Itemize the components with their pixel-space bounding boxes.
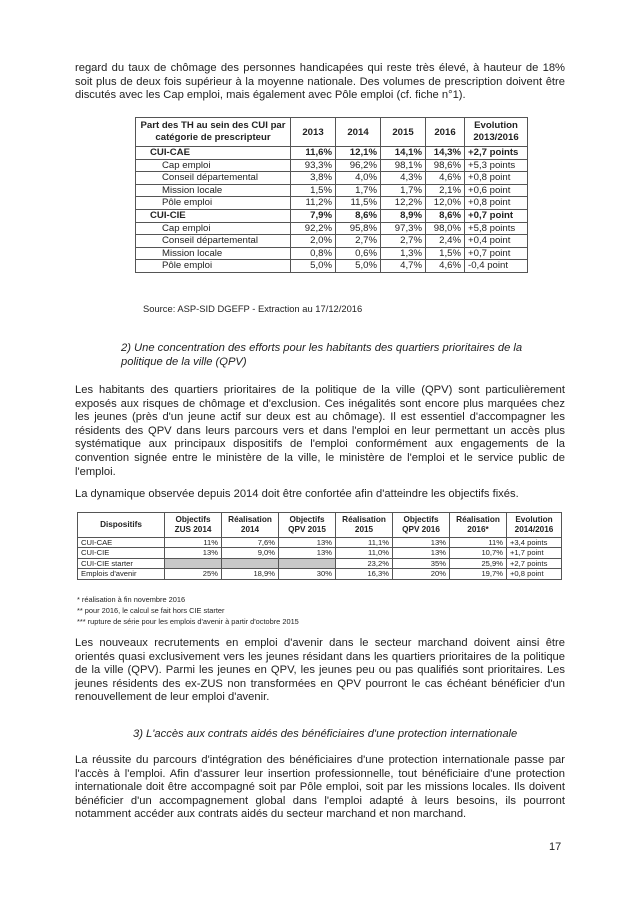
- table-cell: 98,0%: [426, 222, 465, 235]
- table-row: [78, 538, 562, 548]
- table-row: [136, 247, 528, 260]
- table-header-cell: Réalisation 2015: [336, 513, 393, 538]
- section2-heading: 2) Une concentration des efforts pour les habitants des quartiers prioritaires de la politique de la ville (QPV): [121, 342, 523, 368]
- table-cell: 13%: [165, 548, 222, 558]
- table-row: [136, 222, 528, 235]
- table-cell: 8,6%: [426, 209, 465, 222]
- table-cell: 18,9%: [222, 569, 279, 579]
- table-cell: +1,7 point: [507, 548, 562, 558]
- table-row: [78, 569, 562, 579]
- table-cell: 30%: [279, 569, 336, 579]
- table-cell: 9,0%: [222, 548, 279, 558]
- table-header-cell: Evolution 2014/2016: [507, 513, 562, 538]
- table-row: [136, 147, 528, 160]
- table-cell: 1,7%: [381, 184, 426, 197]
- table-cell: +5,8 points: [465, 222, 528, 235]
- table-cell: +0,8 point: [465, 197, 528, 210]
- table-cell: 2,7%: [381, 235, 426, 248]
- table-cell: 13%: [279, 548, 336, 558]
- table-header-cell: 2016: [426, 118, 465, 147]
- table-cell: 12,0%: [426, 197, 465, 210]
- table-cell: 3,8%: [291, 172, 336, 185]
- table-cell: CUI-CIE: [78, 548, 165, 558]
- table-cell: 2,0%: [291, 235, 336, 248]
- table-row: [136, 159, 528, 172]
- table-cell: +3,4 points: [507, 538, 562, 548]
- table-header-cell: Objectifs ZUS 2014: [165, 513, 222, 538]
- table-cell: 96,2%: [336, 159, 381, 172]
- table-cell: Mission locale: [136, 184, 291, 197]
- table-cell: 98,1%: [381, 159, 426, 172]
- table-cell: 0,6%: [336, 247, 381, 260]
- table-cell: 11%: [450, 538, 507, 548]
- table-row: [136, 260, 528, 273]
- table-header-cell: Objectifs QPV 2015: [279, 513, 336, 538]
- table-cell: Emplois d'avenir: [78, 569, 165, 579]
- table-cell: +0,6 point: [465, 184, 528, 197]
- table-cell: +0,8 point: [507, 569, 562, 579]
- table-row: [136, 209, 528, 222]
- table-cell: 4,6%: [426, 172, 465, 185]
- table-row: [78, 548, 562, 558]
- table-cell: 0,8%: [291, 247, 336, 260]
- table-cell: 98,6%: [426, 159, 465, 172]
- qpv-objectives-table: [77, 512, 562, 580]
- table-cell: CUI-CAE: [78, 538, 165, 548]
- table-cell: 4,0%: [336, 172, 381, 185]
- table-cell: 97,3%: [381, 222, 426, 235]
- section2-paragraph-2: La dynamique observée depuis 2014 doit être confortée afin d'atteindre les objectifs fixés.: [75, 488, 519, 500]
- table-body: [136, 147, 528, 273]
- table-header-row: [78, 513, 562, 538]
- table-footnote: *** rupture de série pour les emplois d'avenir à partir d'octobre 2015: [77, 617, 299, 626]
- table-cell: [222, 558, 279, 568]
- table-cell: 11%: [165, 538, 222, 548]
- table-cell: CUI-CIE starter: [78, 558, 165, 568]
- table-cell: 2,1%: [426, 184, 465, 197]
- table-header-cell: 2013: [291, 118, 336, 147]
- table-cell: 7,6%: [222, 538, 279, 548]
- table-cell: +0,4 point: [465, 235, 528, 248]
- table-cell: 11,1%: [336, 538, 393, 548]
- table-cell: 25,9%: [450, 558, 507, 568]
- table-cell: 16,3%: [336, 569, 393, 579]
- table-cell: 10,7%: [450, 548, 507, 558]
- table-cell: 4,3%: [381, 172, 426, 185]
- table-cell: 20%: [393, 569, 450, 579]
- table-cell: Conseil départemental: [136, 172, 291, 185]
- section3-heading: 3) L'accès aux contrats aidés des bénéficiaires d'une protection internationale: [133, 728, 518, 740]
- intro-paragraph: regard du taux de chômage des personnes handicapées qui reste très élevé, à hauteur de 18% soit plus de deux fois supérieur à la moyenne nationale. Des volumes de prescription doivent être discutés avec les Cap emploi, mais également avec Pôle emploi (cf. fiche n°1).: [75, 62, 565, 102]
- table-row: [136, 172, 528, 185]
- table-header-cell: Objectifs QPV 2016: [393, 513, 450, 538]
- table-footnote: * réalisation à fin novembre 2016: [77, 595, 186, 604]
- table-cell: Cap emploi: [136, 222, 291, 235]
- table-cell: -0,4 point: [465, 260, 528, 273]
- table-cell: 13%: [279, 538, 336, 548]
- table-cell: 95,8%: [336, 222, 381, 235]
- table-cell: +5,3 points: [465, 159, 528, 172]
- table-cell: Pôle emploi: [136, 260, 291, 273]
- table-cell: Conseil départemental: [136, 235, 291, 248]
- table-cell: 19,7%: [450, 569, 507, 579]
- section2-paragraph-3: Les nouveaux recrutements en emploi d'avenir dans le secteur marchand doivent ainsi être orientés quasi exclusivement vers les jeunes résidant dans les quartiers prioritaires de la politique de la ville (QPV). Parmi les jeunes en QPV, les jeunes peu ou pas qualifiés sont prioritaires. Les jeunes résidents des ex-ZUS non transformées en QPV pourront le cas échéant bénéficier d'un renouvellement de leur emploi d'avenir.: [75, 637, 565, 704]
- table-footnote: ** pour 2016, le calcul se fait hors CIE starter: [77, 606, 225, 615]
- table-cell: Mission locale: [136, 247, 291, 260]
- table-header-cell: Part des TH au sein des CUI par catégorie de prescripteur: [136, 118, 291, 147]
- page-number: 17: [549, 841, 562, 853]
- table-cell: 2,7%: [336, 235, 381, 248]
- table-cell: 25%: [165, 569, 222, 579]
- table-cell: 5,0%: [336, 260, 381, 273]
- table-cell: 1,5%: [291, 184, 336, 197]
- table-cell: 93,3%: [291, 159, 336, 172]
- section3-paragraph: La réussite du parcours d'intégration des bénéficiaires d'une protection internationale passe par l'accès à l'emploi. Afin d'assurer leur insertion professionnelle, tout bénéficiaire d'une protection internationale doit être accompagné soit par Pôle emploi, soit par les missions locales. Ils doivent bénéficier d'un accompagnement global dans l'emploi adapté à leurs besoins, ils pourront notamment accéder aux contrats aidés du secteur marchand et non marchand.: [75, 754, 565, 821]
- table-cell: 11,5%: [336, 197, 381, 210]
- table-cell: 13%: [393, 538, 450, 548]
- table-cell: 14,3%: [426, 147, 465, 160]
- th-share-table: [135, 117, 528, 273]
- table-body: [78, 538, 562, 580]
- table-header-cell: 2014: [336, 118, 381, 147]
- table-cell: 11,2%: [291, 197, 336, 210]
- table-row: [136, 197, 528, 210]
- table-cell: 4,6%: [426, 260, 465, 273]
- table-cell: CUI-CAE: [136, 147, 291, 160]
- table-cell: 4,7%: [381, 260, 426, 273]
- table-cell: 1,3%: [381, 247, 426, 260]
- table-cell: 12,2%: [381, 197, 426, 210]
- table-row: [78, 558, 562, 568]
- table-header-row: [136, 118, 528, 147]
- table-source: Source: ASP-SID DGEFP - Extraction au 17/12/2016: [143, 303, 363, 314]
- table-cell: 14,1%: [381, 147, 426, 160]
- table-header-cell: Evolution 2013/2016: [465, 118, 528, 147]
- table-cell: 11,0%: [336, 548, 393, 558]
- table-cell: +0,7 point: [465, 209, 528, 222]
- table-cell: Cap emploi: [136, 159, 291, 172]
- table-cell: +2,7 points: [465, 147, 528, 160]
- table-cell: CUI-CIE: [136, 209, 291, 222]
- table-cell: 1,5%: [426, 247, 465, 260]
- table-cell: Pôle emploi: [136, 197, 291, 210]
- table-cell: +0,7 point: [465, 247, 528, 260]
- table-cell: 8,6%: [336, 209, 381, 222]
- table-cell: 7,9%: [291, 209, 336, 222]
- table-cell: +0,8 point: [465, 172, 528, 185]
- table-cell: +2,7 points: [507, 558, 562, 568]
- table-header-cell: Dispositifs: [78, 513, 165, 538]
- table-cell: 11,6%: [291, 147, 336, 160]
- table-row: [136, 235, 528, 248]
- table-cell: 8,9%: [381, 209, 426, 222]
- table-cell: 13%: [393, 548, 450, 558]
- table-row: [136, 184, 528, 197]
- table-cell: [165, 558, 222, 568]
- table-cell: 1,7%: [336, 184, 381, 197]
- table-cell: [279, 558, 336, 568]
- table-cell: 23,2%: [336, 558, 393, 568]
- table-cell: 92,2%: [291, 222, 336, 235]
- table-header-cell: Réalisation 2014: [222, 513, 279, 538]
- section2-paragraph-1: Les habitants des quartiers prioritaires de la politique de la ville (QPV) sont particulièrement exposés aux risques de chômage et d'exclusion. Ces inégalités sont encore plus marquées chez les jeunes (près d'un jeune actif sur deux est au chômage). Il est essentiel d'accompagner les résidents des QPV dans leurs parcours vers et dans l'emploi en leur permettant un accès plus systématique aux principaux dispositifs de l'emploi conformément aux engagements de la convention signée entre le ministère de la ville, le ministère de l'emploi et le service public de l'emploi.: [75, 384, 565, 478]
- table-cell: 2,4%: [426, 235, 465, 248]
- table-cell: 12,1%: [336, 147, 381, 160]
- table-cell: 35%: [393, 558, 450, 568]
- table-header-cell: Réalisation 2016*: [450, 513, 507, 538]
- table-header-cell: 2015: [381, 118, 426, 147]
- table-cell: 5,0%: [291, 260, 336, 273]
